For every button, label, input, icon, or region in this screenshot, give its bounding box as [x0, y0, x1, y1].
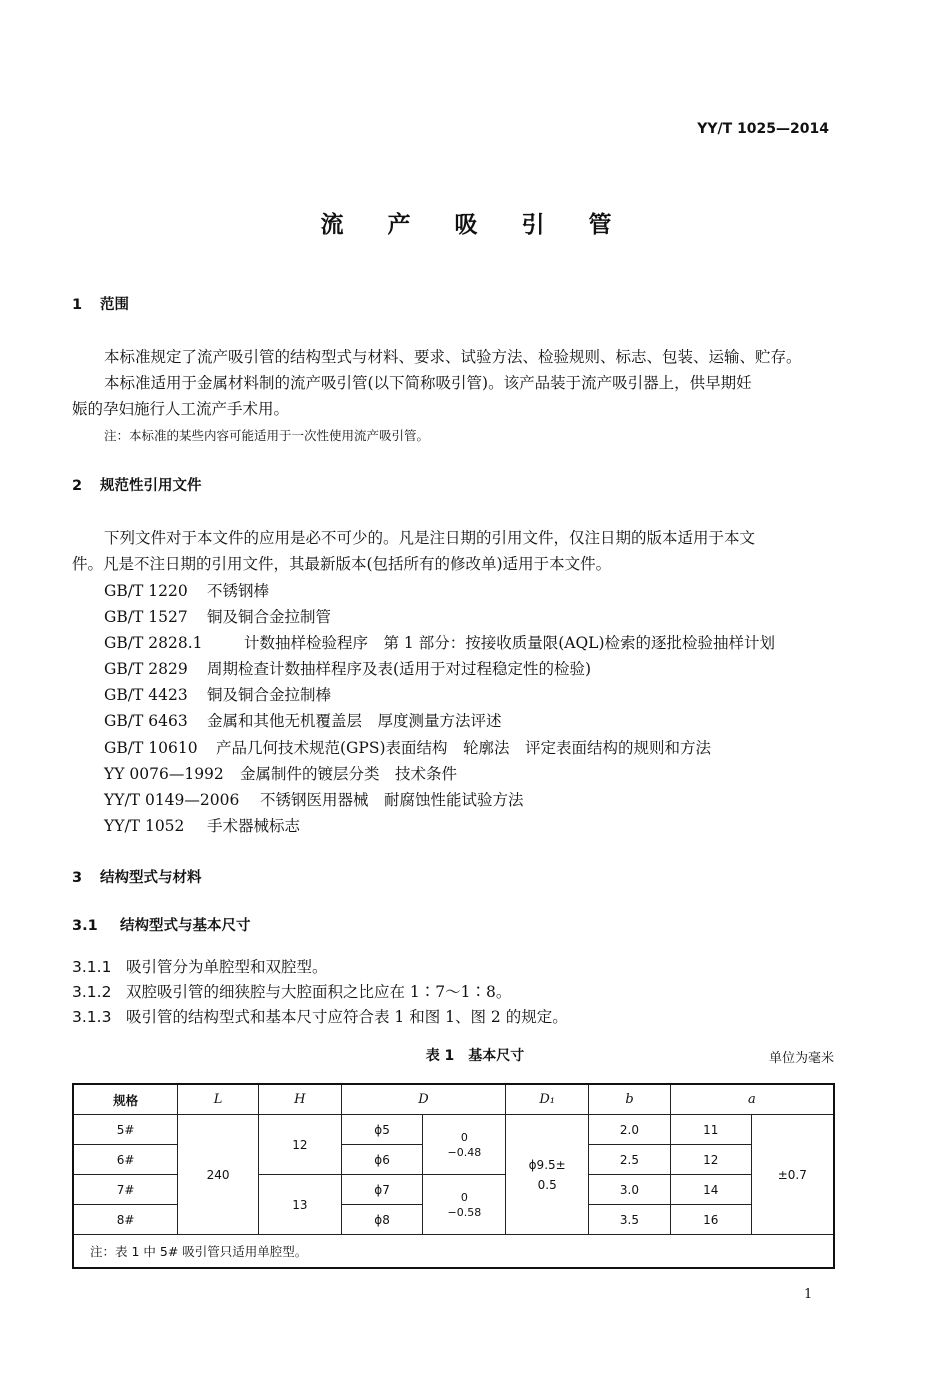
subsection-number: 3.1 — [72, 918, 98, 934]
reference-title: 计数抽样检验程序 第 1 部分：按接收质量限(AQL)检索的逐批检验抽样计划 — [244, 634, 776, 652]
table-header-row — [73, 1084, 834, 1115]
cell-spec: 8# — [73, 1205, 178, 1235]
reference-item — [104, 762, 457, 784]
section-3-heading — [72, 866, 202, 887]
cell-a: 16 — [670, 1205, 751, 1235]
reference-title: 产品几何技术规范(GPS)表面结构 轮廓法 评定表面结构的规则和方法 — [216, 739, 712, 757]
reference-title: 手术器械标志 — [207, 817, 301, 835]
reference-title: 不锈钢医用器械 耐腐蚀性能试验方法 — [260, 791, 524, 809]
cell-b: 2.5 — [589, 1145, 671, 1175]
clause-text: 吸引管的结构型式和基本尺寸应符合表 1 和图 1、图 2 的规定。 — [126, 1008, 568, 1026]
header-D1: D₁ — [506, 1084, 589, 1115]
section-number: 2 — [72, 478, 83, 494]
reference-title: 铜及铜合金拉制管 — [207, 608, 332, 626]
cell-spec: 5# — [73, 1115, 178, 1145]
tolerance-upper: 0 — [460, 1190, 468, 1204]
header-a: a — [670, 1084, 834, 1115]
header-L: L — [178, 1084, 259, 1115]
paragraph: 下列文件对于本文件的应用是必不可少的。凡是注日期的引用文件，仅注日期的版本适用于本文 — [104, 529, 756, 547]
header-H: H — [258, 1084, 341, 1115]
reference-item — [104, 814, 300, 836]
cell-spec: 7# — [73, 1175, 178, 1205]
cell-D: ϕ8 — [341, 1205, 423, 1235]
cell-D1 — [506, 1115, 589, 1235]
reference-item — [104, 788, 524, 810]
d1-tolerance: 0.5 — [537, 1177, 557, 1192]
table-caption: 表 1 基本尺寸 — [425, 1048, 525, 1064]
paragraph-continuation: 件。凡是不注日期的引用文件，其最新版本(包括所有的修改单)适用于本文件。 — [72, 555, 612, 573]
reference-title: 不锈钢棒 — [207, 582, 270, 600]
clause — [72, 955, 328, 977]
reference-item — [104, 579, 269, 601]
subsection-heading — [72, 914, 251, 935]
clause-number: 3.1.1 — [72, 958, 112, 976]
header-b: b — [589, 1084, 671, 1115]
page-title: 流 产 吸 引 管 — [320, 212, 630, 238]
cell-a: 11 — [670, 1115, 751, 1145]
cell-L: 240 — [178, 1115, 259, 1235]
reference-item — [104, 683, 331, 705]
reference-item — [104, 736, 711, 758]
cell-H: 12 — [258, 1115, 341, 1175]
reference-title: 周期检查计数抽样程序及表(适用于对过程稳定性的检验) — [207, 660, 592, 678]
table-note: 注：表 1 中 5# 吸引管只适用单腔型。 — [73, 1235, 834, 1269]
reference-code: YY 0076—1992 — [104, 765, 224, 783]
section-title: 结构型式与材料 — [100, 870, 202, 886]
clause — [72, 980, 511, 1002]
section-1-heading — [72, 293, 129, 314]
header-spec: 规格 — [73, 1084, 178, 1115]
cell-H: 13 — [258, 1175, 341, 1235]
cell-D: ϕ5 — [341, 1115, 423, 1145]
dimensions-table — [72, 1083, 835, 1269]
cell-b: 3.0 — [589, 1175, 671, 1205]
section-title: 范围 — [100, 297, 129, 313]
reference-item — [104, 657, 591, 679]
reference-code: GB/T 2829 — [104, 660, 188, 678]
reference-item — [104, 631, 775, 653]
header-D: D — [341, 1084, 506, 1115]
clause-text: 吸引管分为单腔型和双腔型。 — [126, 958, 328, 976]
cell-D: ϕ6 — [341, 1145, 423, 1175]
reference-title: 金属制件的镀层分类 技术条件 — [240, 765, 458, 783]
section-number: 1 — [72, 297, 83, 313]
table-row — [73, 1115, 834, 1145]
tolerance-lower: −0.58 — [447, 1205, 482, 1219]
cell-spec: 6# — [73, 1145, 178, 1175]
reference-item — [104, 605, 331, 627]
table-unit: 单位为毫米 — [768, 1051, 834, 1066]
standard-code: YY/T 1025—2014 — [697, 121, 829, 137]
reference-code: GB/T 6463 — [104, 712, 188, 730]
note: 注：本标准的某些内容可能适用于一次性使用流产吸引管。 — [104, 428, 430, 443]
section-2-heading — [72, 474, 202, 495]
subsection-title: 结构型式与基本尺寸 — [120, 918, 251, 934]
section-title: 规范性引用文件 — [100, 478, 202, 494]
table-note-row — [73, 1235, 834, 1269]
tolerance-upper: 0 — [460, 1130, 468, 1144]
tolerance-lower: −0.48 — [447, 1145, 482, 1159]
clause — [72, 1005, 568, 1027]
cell-D: ϕ7 — [341, 1175, 423, 1205]
clause-number: 3.1.3 — [72, 1008, 112, 1026]
d1-value: ϕ9.5± — [528, 1157, 566, 1172]
cell-a-tolerance: ±0.7 — [751, 1115, 834, 1235]
reference-item — [104, 709, 502, 731]
reference-code: YY/T 0149—2006 — [104, 791, 240, 809]
reference-title: 铜及铜合金拉制棒 — [207, 686, 332, 704]
paragraph: 本标准适用于金属材料制的流产吸引管(以下简称吸引管)。该产品装于流产吸引器上，供早期妊 — [104, 374, 752, 392]
reference-code: GB/T 1220 — [104, 582, 188, 600]
paragraph: 本标准规定了流产吸引管的结构型式与材料、要求、试验方法、检验规则、标志、包装、运输、贮存。 — [104, 348, 802, 366]
clause-text: 双腔吸引管的细狭腔与大腔面积之比应在 1∶7～1∶8。 — [126, 983, 512, 1001]
cell-b: 3.5 — [589, 1205, 671, 1235]
clause-number: 3.1.2 — [72, 983, 112, 1001]
reference-title: 金属和其他无机覆盖层 厚度测量方法评述 — [207, 712, 502, 730]
reference-code: YY/T 1052 — [104, 817, 185, 835]
reference-code: GB/T 1527 — [104, 608, 188, 626]
cell-b: 2.0 — [589, 1115, 671, 1145]
reference-code: GB/T 2828.1 — [104, 634, 203, 652]
cell-D-tolerance — [423, 1175, 506, 1235]
cell-D-tolerance — [423, 1115, 506, 1175]
cell-a: 14 — [670, 1175, 751, 1205]
reference-code: GB/T 10610 — [104, 739, 198, 757]
section-number: 3 — [72, 870, 83, 886]
cell-a: 12 — [670, 1145, 751, 1175]
reference-code: GB/T 4423 — [104, 686, 188, 704]
paragraph-continuation: 娠的孕妇施行人工流产手术用。 — [72, 400, 290, 418]
page-number: 1 — [804, 1287, 813, 1302]
